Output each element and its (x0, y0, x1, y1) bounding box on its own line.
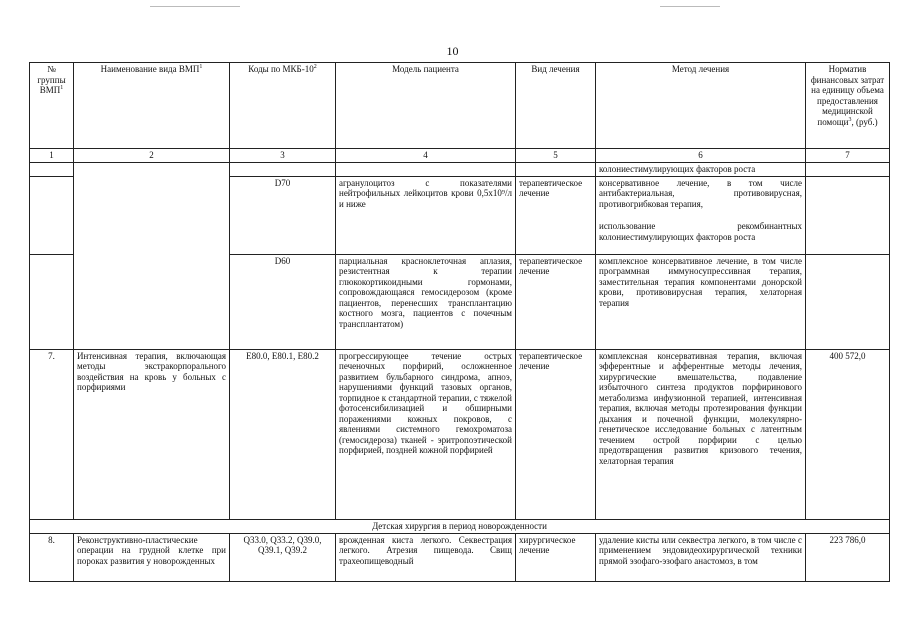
cell-model (336, 162, 516, 176)
scan-edge-line-right (660, 6, 720, 7)
header-norm: Норматив финансовых затрат на единицу объема предоставления медицинской помощи$^3$, (руб.) (806, 63, 890, 149)
header-treatment: Вид лечения (516, 63, 596, 149)
cell-cost (806, 254, 890, 349)
column-index: 2 (74, 149, 230, 163)
cell-treatment: хирургическое лечение (516, 533, 596, 581)
cell-group (30, 162, 74, 176)
cell-method (596, 176, 806, 254)
vmp-table (29, 62, 890, 582)
cell-model: прогрессирующее течение острых печеночных порфирий, осложненное развитием бульбарного синдрома, апноэ, нарушениями функций тазовых органов, торпидное к стандартной терапии, с тяжелой фотосенсибилизацией и обширными поражениями кожных покровов, с явлениями системного гемохроматоза (гемосидероза) тканей - эритропоэтической порфирией, поздней кожной порфирией (336, 349, 516, 519)
cell-name (74, 162, 230, 349)
header-row (30, 63, 890, 149)
cell-treatment (516, 162, 596, 176)
page-number: 10 (446, 44, 459, 58)
cell-cost: 223 786,0 (806, 533, 890, 581)
column-index: 4 (336, 149, 516, 163)
scan-edge-line-left (150, 6, 240, 7)
table-row-group-7 (30, 349, 890, 519)
header-group: № группы ВМП$^1$ (30, 63, 74, 149)
cell-method: комплексное консервативное лечение, в том числе программная иммуносупрессивная терапия, заместительная терапия компонентами донорской крови, противовирусная терапия, хелаторная терапия (596, 254, 806, 349)
cell-codes: E80.0, E80.1, E80.2 (230, 349, 336, 519)
header-name: Наименование вида ВМП$^1$ (74, 63, 230, 149)
column-index: 3 (230, 149, 336, 163)
cell-treatment: терапевтическое лечение (516, 176, 596, 254)
cell-codes (230, 162, 336, 176)
header-codes: Коды по МКБ-$10^2$ (230, 63, 336, 149)
cell-treatment: терапевтическое лечение (516, 349, 596, 519)
cell-model: врожденная киста легкого. Секвестрация легкого. Атрезия пищевода. Свищ трахеопищеводный (336, 533, 516, 581)
cell-cost (806, 176, 890, 254)
table-row-continued (30, 162, 890, 176)
cell-model: агранулоцитоз с показателями нейтрофильных лейкоцитов крови 0,5х10⁹/л и ниже (336, 176, 516, 254)
cell-cost: 400 572,0 (806, 349, 890, 519)
cell-name: Реконструктивно-пластические операции на грудной клетке при пороках развития у новорожденных (74, 533, 230, 581)
cell-group: 8. (30, 533, 74, 581)
cell-group (30, 254, 74, 349)
column-index: 1 (30, 149, 74, 163)
column-index-row (30, 149, 890, 163)
section-title: Детская хирургия в период новорожденности (30, 519, 890, 533)
cell-codes: D70 (230, 176, 336, 254)
cell-group: 7. (30, 349, 74, 519)
header-method: Метод лечения (596, 63, 806, 149)
method-text: использование рекомбинантных колониестимулирующих факторов роста (599, 221, 802, 242)
cell-treatment: терапевтическое лечение (516, 254, 596, 349)
cell-method: удаление кисты или секвестра легкого, в том числе с применением эндовидеохирургической техники прямой эзофаго-эзофаго анастомоз, в том (596, 533, 806, 581)
column-index: 7 (806, 149, 890, 163)
cell-model: парциальная красноклеточная аплазия, резистентная к терапии глюкокортикоидными гормонами, сопровождающаяся гемосидерозом (кроме пациентов, перенесших трансплантацию костного мозга, пациентов с почечным трансплантатом) (336, 254, 516, 349)
cell-group (30, 176, 74, 254)
column-index: 6 (596, 149, 806, 163)
cell-codes: D60 (230, 254, 336, 349)
cell-codes: Q33.0, Q33.2, Q39.0, Q39.1, Q39.2 (230, 533, 336, 581)
table-row-group-8 (30, 533, 890, 581)
cell-method: комплексная консервативная терапия, включая эфферентные и афферентные методы лечения, хирургические вмешательства, подавление избыточного синтеза продуктов порфиринового метаболизма инфузионной терапией, интенсивная терапия, включая методы протезирования функции дыхания и почечной функции, молекулярно-генетическое исследование больных с латентным течением острой порфирии с целью предотвращения развития кризового течения, хелаторная терапия (596, 349, 806, 519)
header-model: Модель пациента (336, 63, 516, 149)
cell-method: колониестимулирующих факторов роста (596, 162, 806, 176)
column-index: 5 (516, 149, 596, 163)
method-text: консервативное лечение, в том числе антибактериальная, противовирусная, противогрибковая терапия, (599, 177, 802, 209)
cell-name: Интенсивная терапия, включающая методы экстракорпорального воздействия на кровь у больных с порфириями (74, 349, 230, 519)
section-row (30, 519, 890, 533)
cell-cost (806, 162, 890, 176)
